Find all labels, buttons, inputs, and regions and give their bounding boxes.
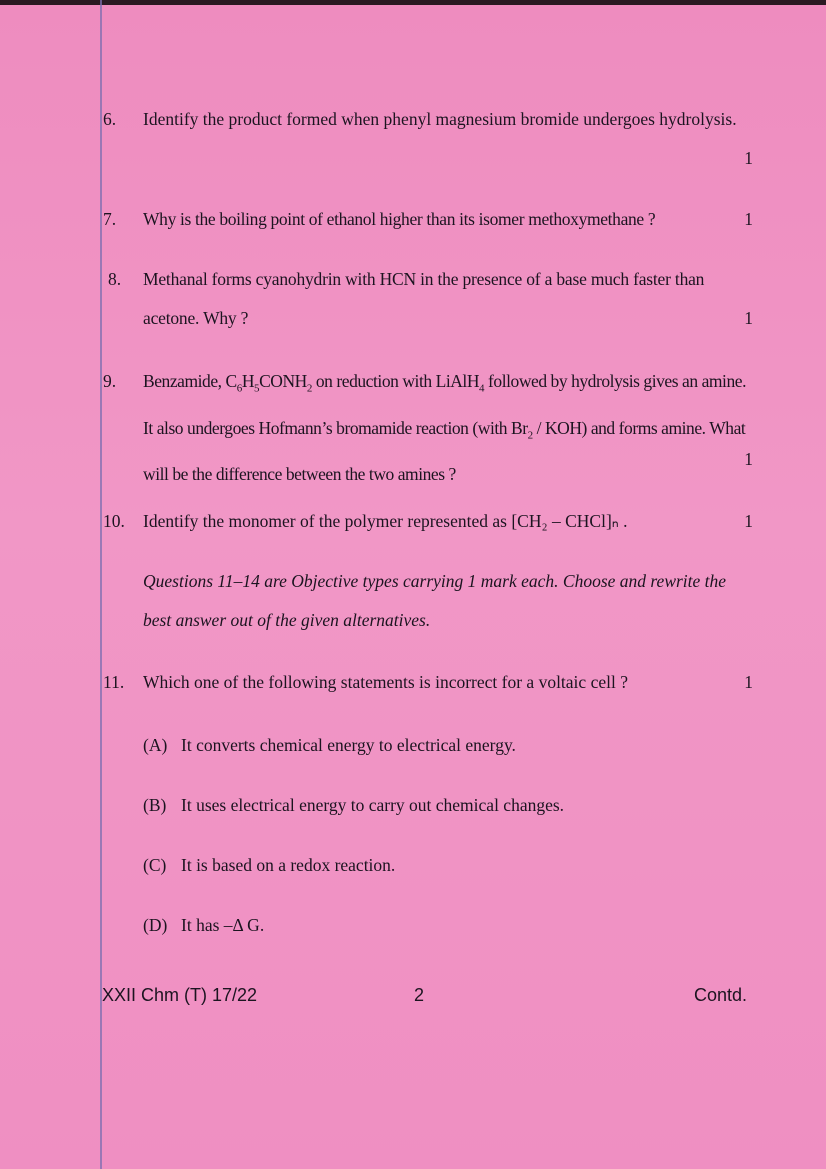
- subscript: 5: [254, 382, 260, 395]
- question-7: [103, 200, 753, 239]
- question-number: 8.: [108, 269, 122, 289]
- footer-page-number: 2: [414, 985, 425, 1005]
- question-mark: 1: [744, 209, 753, 229]
- question-text: [143, 502, 723, 541]
- question-number: 6.: [103, 109, 117, 129]
- subscript: 2: [306, 382, 312, 395]
- option-label: (D): [143, 915, 168, 935]
- question-10: [103, 502, 753, 541]
- subscript: 4: [479, 382, 485, 395]
- question-mark: 1: [744, 308, 753, 328]
- question-number: 7.: [103, 209, 117, 229]
- option-d: [143, 915, 264, 936]
- option-text: It uses electrical energy to carry out chemical changes.: [181, 795, 565, 815]
- option-label: (B): [143, 795, 167, 815]
- question-mark: 1: [744, 511, 753, 531]
- option-a: [143, 735, 516, 756]
- question-6: [103, 100, 753, 178]
- instruction-text: Questions 11–14 are Objective types carrying 1 mark each. Choose and rewrite the best answer out of the given alternatives.: [143, 571, 727, 630]
- option-c: [143, 855, 395, 876]
- question-text: [143, 362, 753, 494]
- text-part: followed by hydrolysis gives an amine. It also undergoes Hofmann’s bromamide reaction (with Br: [143, 371, 747, 438]
- question-text: Why is the boiling point of ethanol higher than its isomer methoxymethane ?: [143, 209, 656, 229]
- polymer-formula: [CH₂ – CHCl]ₙ .: [511, 511, 628, 531]
- footer-code: XXII Chm (T) 17/22: [102, 985, 258, 1005]
- option-b: [143, 795, 564, 816]
- text-part: CONH: [259, 371, 307, 391]
- text-part: Benzamide, C: [143, 371, 237, 391]
- text-part: H: [241, 371, 255, 391]
- subscript: 6: [236, 382, 242, 395]
- question-text: Methanal forms cyanohydrin with HCN in the presence of a base much faster than acetone. Why ?: [143, 269, 705, 328]
- footer-contd: Contd.: [694, 985, 748, 1005]
- text-part: Identify the monomer of the polymer represented as: [143, 511, 507, 531]
- question-text: Which one of the following statements is incorrect for a voltaic cell ?: [143, 672, 628, 692]
- option-label: (C): [143, 855, 167, 875]
- question-mark: 1: [744, 672, 753, 692]
- option-text: It is based on a redox reaction.: [181, 855, 396, 875]
- question-9: [103, 362, 753, 484]
- question-mark: 1: [744, 449, 753, 469]
- question-11: [103, 663, 753, 702]
- option-text: It has –Δ G.: [181, 915, 265, 935]
- option-text: It converts chemical energy to electrical energy.: [181, 735, 516, 755]
- question-number: 11.: [103, 672, 125, 692]
- question-mark: 1: [744, 148, 753, 168]
- question-number: 9.: [103, 371, 117, 391]
- text-part: on reduction with LiAlH: [311, 371, 480, 391]
- top-edge-bar: [0, 0, 826, 5]
- question-8: [103, 260, 753, 338]
- option-label: (A): [143, 735, 168, 755]
- question-number: 10.: [103, 511, 125, 531]
- text-part: / KOH) and forms amine. What will be the difference between the two amines ?: [143, 417, 746, 484]
- question-text: Identify the product formed when phenyl magnesium bromide undergoes hydrolysis.: [143, 109, 737, 129]
- subscript: 2: [527, 429, 533, 441]
